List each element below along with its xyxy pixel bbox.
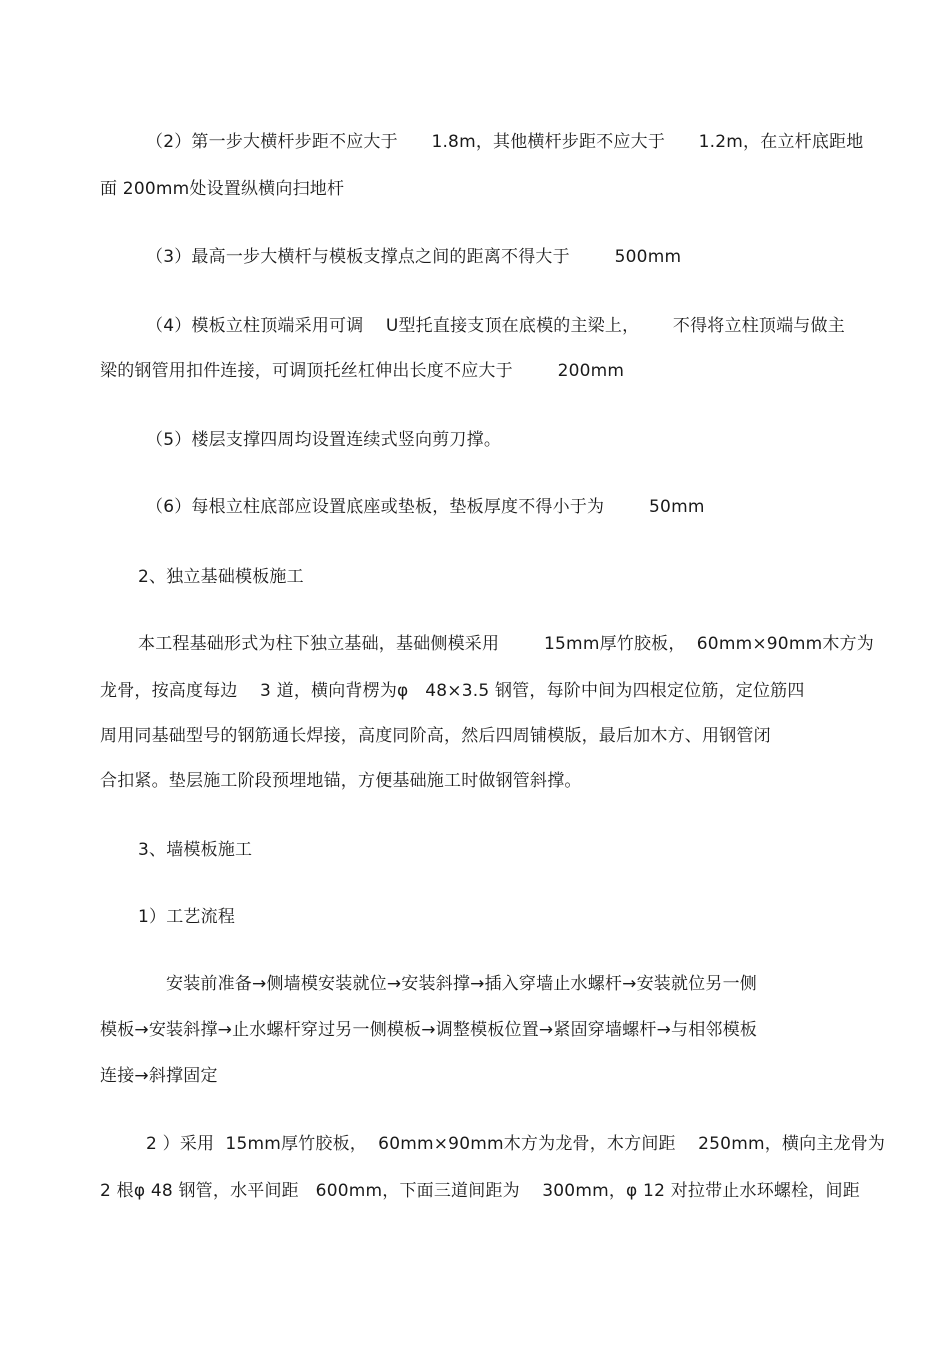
paragraph-line-18: 2 ）采用 15mm厚竹胶板， 60mm×90mm木方为龙骨，木方间距 250mm，横向主龙骨为 xyxy=(146,1134,886,1154)
paragraph-line-4: （4）模板立柱顶端采用可调 U型托直接支顶在底模的主梁上， 不得将立柱顶端与做主 xyxy=(146,316,845,336)
paragraph-line-11: 周用同基础型号的钢筋通长焊接，高度同阶高，然后四周铺模版，最后加木方、用钢管闭 xyxy=(100,726,771,746)
paragraph-line-3: （3）最高一步大横杆与模板支撑点之间的距离不得大于 500mm xyxy=(146,247,682,267)
paragraph-line-6: （5）楼层支撑四周均设置连续式竖向剪刀撑。 xyxy=(146,430,502,450)
section-heading-3: 3、墙模板施工 xyxy=(138,840,253,860)
paragraph-line-7: （6）每根立柱底部应设置底座或垫板，垫板厚度不得小于为 50mm xyxy=(146,497,705,517)
paragraph-line-19: 2 根φ 48 钢管，水平间距 600mm，下面三道间距为 300mm，φ 12 对拉带止水环螺栓，间距 xyxy=(100,1181,860,1201)
paragraph-line-9: 本工程基础形式为柱下独立基础，基础侧模采用 15mm厚竹胶板， 60mm×90mm木方为 xyxy=(138,634,874,654)
paragraph-line-1: （2）第一步大横杆步距不应大于 1.8m，其他横杆步距不应大于 1.2m，在立杆底距地 xyxy=(146,132,864,152)
paragraph-line-17: 连接→斜撑固定 xyxy=(100,1066,218,1086)
paragraph-line-15: 安装前准备→侧墙模安装就位→安装斜撑→插入穿墙止水螺杆→安装就位另一侧 xyxy=(166,974,757,994)
section-heading-2: 2、独立基础模板施工 xyxy=(138,567,304,587)
subsection-heading-1: 1）工艺流程 xyxy=(138,907,236,927)
paragraph-line-10: 龙骨，按高度每边 3 道，横向背楞为φ 48×3.5 钢管，每阶中间为四根定位筋，定位筋四 xyxy=(100,681,805,701)
paragraph-line-12: 合扣紧。垫层施工阶段预埋地锚，方便基础施工时做钢管斜撑。 xyxy=(100,771,582,791)
paragraph-line-16: 模板→安装斜撑→止水螺杆穿过另一侧模板→调整模板位置→紧固穿墙螺杆→与相邻模板 xyxy=(100,1020,758,1040)
paragraph-line-5: 梁的钢管用扣件连接，可调顶托丝杠伸出长度不应大于 200mm xyxy=(100,361,625,381)
paragraph-line-2: 面 200mm处设置纵横向扫地杆 xyxy=(100,179,345,199)
